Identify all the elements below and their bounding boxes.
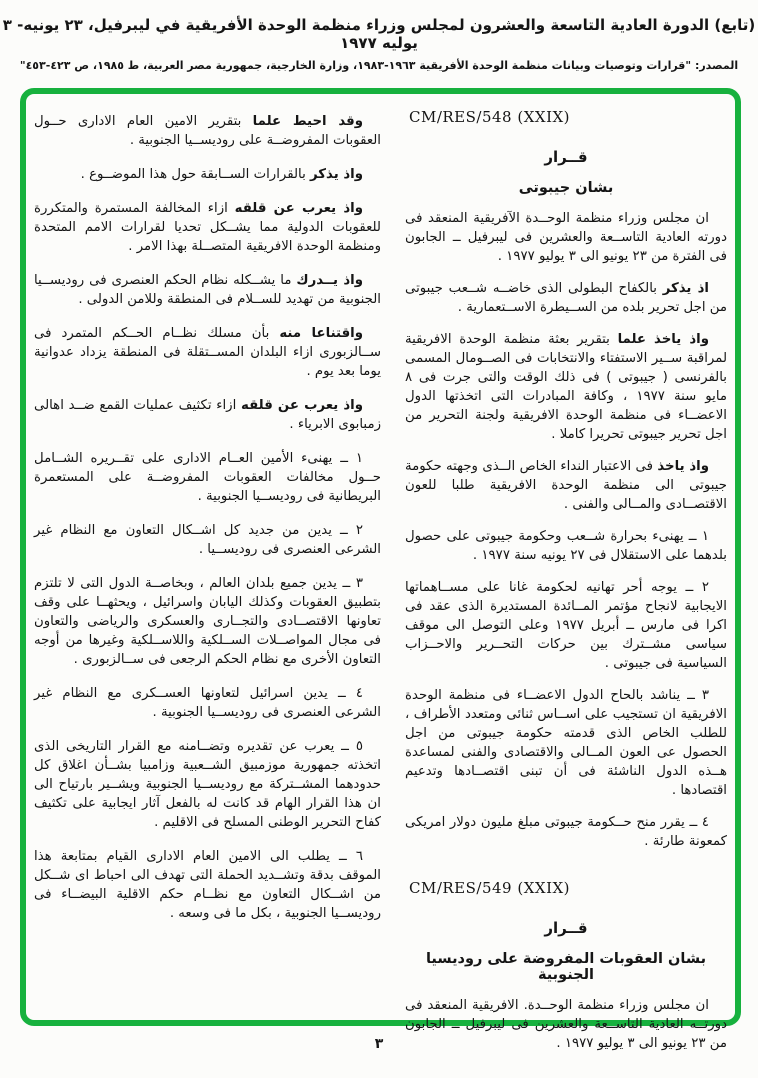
paragraph-text: بتقرير الامين العام الادارى حــول العقوبات المفروضــة على روديســيا الجنوبية . <box>34 114 381 148</box>
paragraph-text: ان مجلس وزراء منظمة الوحــدة الآفريقية المنعقد فى دورته العادية التاســعة والعشرين فى ليبرفيل ــ الجابون فى الفترة من ٢٣ يونيو الى ٣ يوليو ١٩٧٧ . <box>405 211 727 264</box>
paragraph <box>405 457 727 514</box>
paragraph <box>34 199 381 256</box>
paragraph <box>34 324 381 381</box>
paragraph-lead: اذ يذكر <box>662 281 709 296</box>
paragraph <box>34 112 381 150</box>
paragraph-text: بالكفاح البطولى الذى خاضــه شــعب جيبوتى من اجل تحرير بلده من الســيطرة الاســتعمارية . <box>405 281 727 315</box>
paragraph-text: فى الاعتبار النداء الخاص الــذى وجهته حكومة جيبوتى الى منظمة الوحدة الافريقية طلبا للعون الاقتصــادى والمــالى والفنى . <box>405 459 727 512</box>
paragraph-text: ٢ ــ يدين من جديد كل اشــكال التعاون مع النظام غير الشرعى العنصرى فى روديســيا . <box>34 523 381 557</box>
numbered-item-4 <box>34 684 381 722</box>
paragraph-lead: واذ يذكر <box>310 167 363 182</box>
paragraph-text: ازاء تكثيف عمليات القمع ضــد اهالى زمبابوى الابرياء . <box>34 398 381 432</box>
green-content-frame <box>20 88 741 1051</box>
paragraph <box>405 330 727 444</box>
paragraph <box>405 279 727 317</box>
paragraph-text: بالقرارات الســابقة حول هذا الموضــوع . <box>80 167 311 182</box>
paragraph-text: ٣ ــ يناشد بالحاح الدول الاعضــاء فى منظمة الوحدة الافريقية ان تستجيب على اســاس ثنائى ومتعدد الأطراف ، للطلب الخاص الذى قدمته حكومة جيبوتى من اجل الحصول عى العون المــالى والاقتصادى والفنى لمساعدة هــذه الدول الناشئة فى أن تبنى اقتصــادها وتدعيم اقتصادها . <box>405 688 727 798</box>
paragraph-text: ٤ ــ يدين اسرائيل لتعاونها العســكرى مع النظام غير الشرعى العنصرى فى روديســيا الجنوبية . <box>34 686 381 720</box>
paragraph <box>34 271 381 309</box>
numbered-item-3 <box>405 686 727 800</box>
paragraph-text: ازاء المخالفة المستمرة والمتكررة للعقوبات الدولية مما يشــكل تحديا لقرارات الامم المتحدة ومنظمة الوحدة الافريقية المتصــلة بهذا الامر . <box>34 201 381 254</box>
paragraph-text: ان مجلس وزراء منظمة الوحــدة. الافريقية المنعقد فى دورتــه العادية التاســعة والعشرين فى ليبرفيل ــ الجابون من ٢٣ يونيو الى ٣ يوليو ١٩٧٧ . <box>405 998 727 1051</box>
paragraph-text: ٥ ــ يعرب عن تقديره وتضــامنه مع القرار التاريخى الذى اتخذته جمهورية موزمبيق الشــعبية وزامبيا بشــأن اغلاق كل حدودهما المشــتركة مع روديســيا الجنوبية ويشــير بارتياح الى ان هذا القرار الهام قد كانت له بالفعل آثار ايجابية على تكثيف كفاح التحرير الوطنى المسلح فى الاقليم . <box>34 739 381 830</box>
header-session-title: (تابع) الدورة العادية التاسعة والعشرون لمجلس وزراء منظمة الوحدة الأفريقية في ليبرفيل، ٢٣ يونيه- ٣ يوليه ١٩٧٧ <box>2 16 756 52</box>
paragraph-lead: واذ يعرب عن قلقه <box>241 398 363 413</box>
resolution-548-code: CM/RES/548 (XXIX) <box>409 108 571 126</box>
column-left <box>34 106 381 1020</box>
column-right <box>405 106 727 1051</box>
paragraph-text: ١ ــ يهنىء بحرارة شــعب وحكومة جيبوتى على حصول بلدهما على الاستقلال فى ٢٧ يونيه سنة ١٩٧٧ . <box>405 529 727 563</box>
paragraph-lead: واذ يعرب عن قلقه <box>234 201 363 216</box>
numbered-item-6 <box>34 847 381 923</box>
paragraph-text: ٢ ــ يوجه أحر تهانيه لحكومة غانا على مســاهماتها الايجابية لانجاح مؤتمر المــائدة المستديرة الذى عقد فى اكرا فى مارس ــ أبريل ١٩٧٧ وعلى التوصل الى موقف سياسى مشــترك بين حركات التحــرير والاحــزاب السياسية فى جيبوتى . <box>405 580 727 671</box>
resolution-549-subtitle: بشان العقوبات المفروضة على روديسيا الجنوبية <box>425 951 707 983</box>
paragraph <box>34 165 381 184</box>
paragraph-lead: واذ ياخذ علما <box>617 332 710 347</box>
numbered-item-2 <box>405 578 727 673</box>
paragraph-text: ما يشــكله نظام الحكم العنصرى فى روديســيا الجنوبية من تهديد للســلام فى المنطقة وللامن الدولى . <box>34 273 381 307</box>
paragraph-lead: واذ ياخذ <box>657 459 709 474</box>
numbered-item-3 <box>34 574 381 669</box>
paragraph-text: ٣ ــ يدين جميع بلدان العالم ، وبخاصــة الدول التى لا تلتزم بتطبيق العقوبات وكذلك اليابان واسرائيل ، ويحثهــا على وقف تعاونها الاقتصــادى والتجــارى والعسكرى والرياضى والتعاون فى مجال المواصــلات الســلكية واللاســلكية وغيرها من أوجه التعاون الأخرى مع نظام الحكم الرجعى فى ســالزبورى . <box>34 576 381 667</box>
numbered-item-1 <box>405 527 727 565</box>
paragraph-text: ٤ ــ يقرر منح حــكومة جيبوتى مبلغ مليون دولار امريكى كمعونة طارئة . <box>405 815 727 849</box>
resolution-549-code: CM/RES/549 (XXIX) <box>409 879 571 897</box>
paragraph <box>34 396 381 434</box>
paragraph-lead: وقد احيط علما <box>252 114 363 129</box>
numbered-item-1 <box>34 449 381 506</box>
resolution-549-section <box>405 879 727 1053</box>
paragraph-text: بتقرير بعثة منظمة الوحدة الافريقية لمراقبة ســير الاستفتاء والانتخابات فى الصــومال المسمى بالفرنسى ( جيبوتى ) فى ذلك الوقت والتى جرت فى ٨ مايو سنة ١٩٧٧ ، وكافة المبادرات التى اتخذتها الدول الاعضــاء فى منظمة الوحدة الافريقية ولجنة التحرير من اجل تحرير جيبوتى تحريرا كاملا . <box>405 332 727 442</box>
resolution-548-title: قــرار <box>544 148 588 166</box>
paragraph-text: ٦ ــ يطلب الى الامين العام الادارى القيام بمتابعة هذا الموقف بدقة وتشــديد الحملة التى تهدف الى احباط اى شــكل من اشــكال التعاون مع نظــام حكم الاقلية البيضــاء فى روديســيا الجنوبية ، بكل ما فى وسعه . <box>34 849 381 921</box>
numbered-item-5 <box>34 737 381 832</box>
page-number: ٣ <box>374 1036 384 1052</box>
resolution-549-title: قــرار <box>544 919 588 937</box>
numbered-item-2 <box>34 521 381 559</box>
resolution-548-subtitle: بشان جيبوتى <box>518 180 614 196</box>
two-column-layout <box>34 106 727 1051</box>
page-header <box>0 16 758 72</box>
numbered-item-4 <box>405 813 727 851</box>
paragraph-text: بأن مسلك نظــام الحــكم المتمرد فى ســالزبورى ازاء البلدان المســتقلة فى المنطقة يزداد عدوانية يوما بعد يوم . <box>34 326 381 379</box>
header-source-line: المصدر: "قرارات وتوصيات وبيانات منظمة الوحدة الأفريقية ١٩٦٣-١٩٨٣، وزارة الخارجية، جمهورية مصر العربية، ط ١٩٨٥، ص ٤٢٣-٤٥٣" <box>19 59 739 72</box>
paragraph-lead: واذ يــدرك <box>296 273 363 288</box>
paragraph <box>405 209 727 266</box>
paragraph-lead: واقتناعا منه <box>279 326 364 341</box>
paragraph-text: ١ ــ يهنىء الأمين العــام الادارى على تقــريره الشــامل حــول مخالفات العقوبات المفروضــة على المستعمرة البريطانية فى روديســيا الجنوبية . <box>34 451 381 504</box>
